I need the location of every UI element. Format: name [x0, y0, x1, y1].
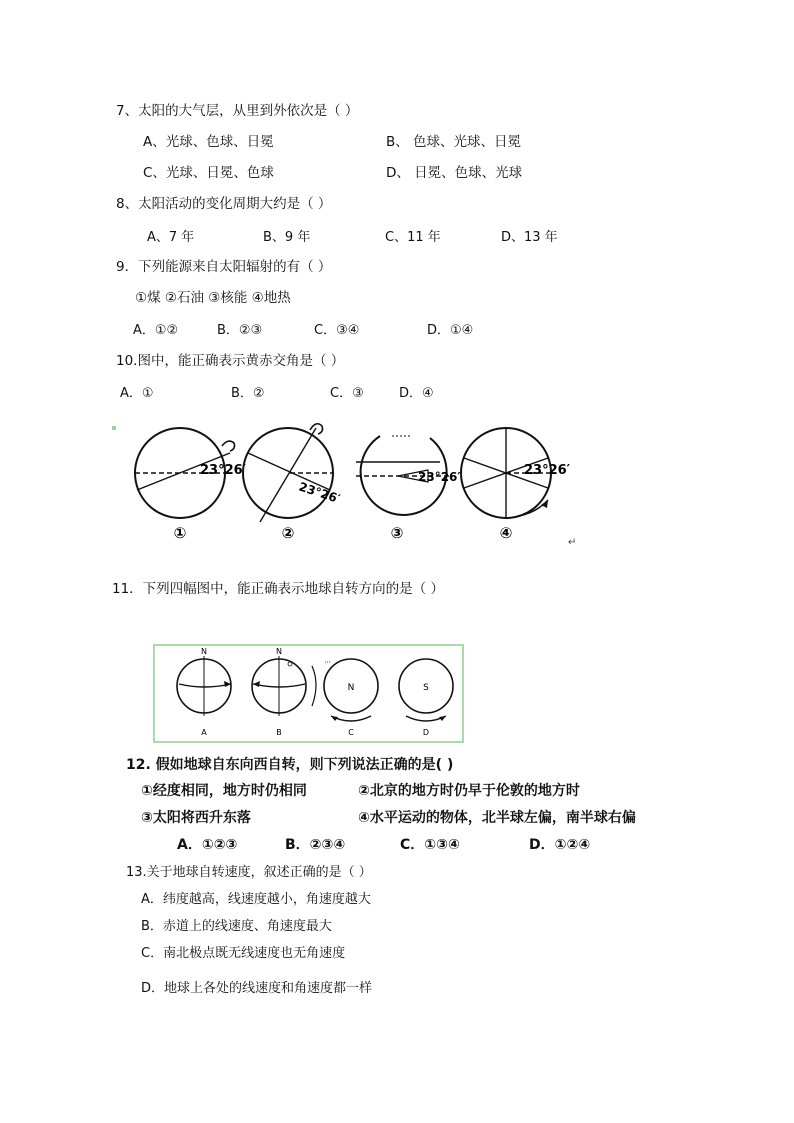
diagram-3 — [356, 436, 461, 542]
q11-figure — [153, 644, 465, 744]
letter-d: D — [422, 728, 430, 737]
diagram-2 — [243, 424, 342, 542]
q9-option-a: A．①② — [133, 323, 179, 338]
q13-option-c: C．南北极点既无线速度也无角速度 — [141, 946, 346, 961]
pole-label-d: S — [423, 683, 429, 693]
q10-stem: 10.图中，能正确表示黄赤交角是（ ） — [116, 353, 345, 369]
q12-option-c: C．①③④ — [400, 837, 460, 853]
side-arc — [312, 666, 316, 706]
q7-option-d: D、 日冕、色球、光球 — [386, 165, 523, 181]
q13-option-b: B．赤道上的线速度、角速度最大 — [141, 919, 332, 934]
angle-label-1: 23°26′ — [200, 463, 247, 478]
q12-statement-2: ②北京的地方时仍早于伦敦的地方时 — [358, 783, 580, 799]
angle-label-4: 23°26′ — [524, 463, 571, 478]
diagram-1 — [135, 428, 247, 542]
letter-c: C — [348, 728, 354, 737]
q9-items: ①煤 ②石油 ③核能 ④地热 — [135, 290, 291, 306]
figure-marker — [112, 426, 116, 430]
q10-option-b: B．② — [231, 386, 265, 401]
diagram-number-2: ② — [281, 524, 295, 542]
q11-stem: 11．下列四幅图中，能正确表示地球自转方向的是（ ） — [112, 581, 444, 597]
q7-option-a: A、光球、色球、日冕 — [143, 134, 274, 150]
rotation-arrow — [331, 716, 371, 721]
q7-option-c: C、光球、日冕、色球 — [143, 165, 274, 181]
rotation-diagram-c — [324, 659, 378, 737]
q13-option-a: A．纬度越高，线速度越小，角速度越大 — [141, 892, 371, 907]
q8-option-b: B、9 年 — [263, 230, 311, 245]
rotation-arrow — [406, 716, 446, 721]
q12-statement-1: ①经度相同，地方时仍相同 — [141, 783, 307, 799]
q8-option-d: D、13 年 — [501, 230, 558, 245]
q9-option-b: B．②③ — [217, 323, 263, 338]
pole-label-b: N — [276, 647, 282, 656]
letter-b: B — [276, 728, 282, 737]
rotation-diagram-b — [252, 647, 316, 737]
earth-circle — [243, 428, 333, 518]
arrow-head — [253, 681, 260, 687]
q10-option-a: A．① — [120, 386, 154, 401]
diagram-number-1: ① — [173, 524, 187, 542]
q13-option-d: D．地球上各处的线速度和角速度都一样 — [141, 981, 373, 996]
q10-option-c: C．③ — [330, 386, 364, 401]
axis-line — [260, 428, 316, 522]
q7-stem: 7、太阳的大气层，从里到外依次是（ ） — [116, 103, 359, 119]
q8-option-a: A、7 年 — [147, 230, 195, 245]
q12-option-d: D．①②④ — [529, 837, 591, 853]
rotation-arrow — [179, 684, 231, 687]
q10-figure — [110, 418, 590, 550]
small-mark — [288, 662, 292, 666]
curve-mark — [222, 441, 235, 451]
pole-label-a: N — [201, 647, 207, 656]
q8-option-c: C、11 年 — [385, 230, 441, 245]
q9-option-c: C．③④ — [314, 323, 360, 338]
diagram-number-3: ③ — [390, 524, 404, 542]
return-mark: ↵ — [568, 537, 577, 548]
q9-option-d: D．①④ — [427, 323, 474, 338]
angle-label-3: 23°26′ — [418, 470, 461, 484]
q12-option-a: A．①②③ — [177, 837, 238, 853]
diagram-4 — [461, 428, 571, 542]
rotation-diagram-a — [177, 647, 231, 737]
q10-option-d: D．④ — [399, 386, 434, 401]
q9-stem: 9．下列能源来自太阳辐射的有（ ） — [116, 259, 332, 275]
angle-label-2: 23°26′ — [297, 479, 342, 507]
q12-statement-4: ④水平运动的物体，北半球左偏，南半球右偏 — [358, 810, 636, 826]
q8-stem: 8、太阳活动的变化周期大约是（ ） — [116, 196, 332, 212]
q12-statement-3: ③太阳将西升东落 — [141, 810, 251, 826]
rotation-diagram-d — [399, 659, 453, 737]
q7-option-b: B、 色球、光球、日冕 — [386, 134, 522, 150]
letter-a: A — [201, 728, 207, 737]
q13-stem: 13.关于地球自转速度，叙述正确的是（ ） — [126, 865, 372, 880]
q12-option-b: B．②③④ — [285, 837, 346, 853]
pole-label-c: N — [347, 683, 355, 693]
diagram-number-4: ④ — [499, 524, 513, 542]
q12-stem: 12. 假如地球自东向西自转，则下列说法正确的是( ) — [126, 757, 454, 773]
